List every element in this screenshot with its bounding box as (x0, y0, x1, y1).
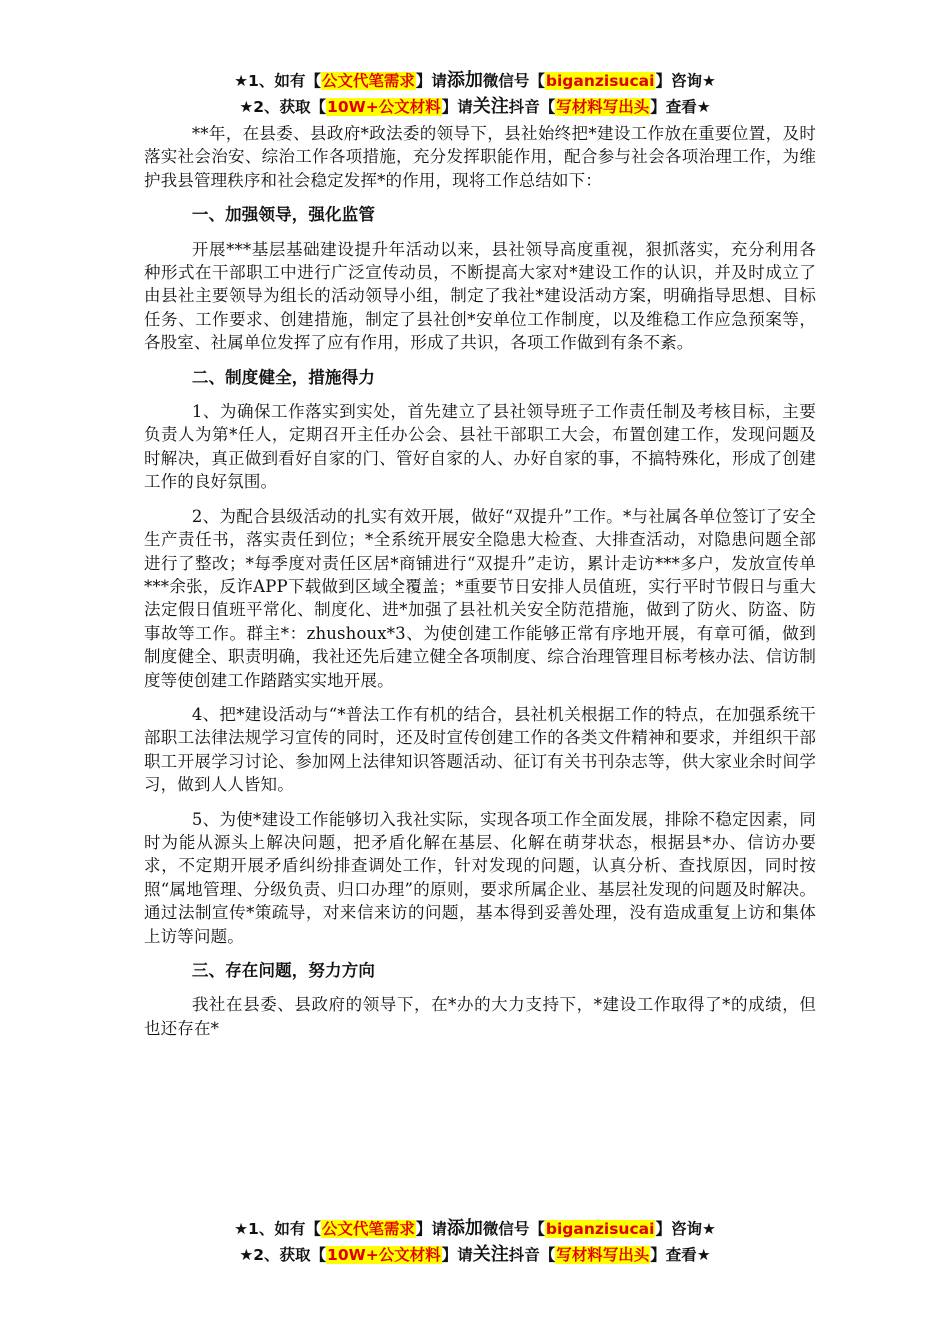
banner-text: 】请 (415, 1220, 447, 1238)
banner-line-2 (0, 1244, 950, 1270)
banner-line-1 (0, 1218, 950, 1244)
banner-text: ★2、获取【 (239, 98, 327, 116)
paragraph: 4、把*建设活动与“*普法工作有机的结合，县社机关根据工作的特点，在加强系统干部职工法律法规学习宣传的同时，还及时宣传创建工作的各类文件精神和要求，并组织干部职工开展学习讨论、参加网上法律知识答题活动、征订有关书刊杂志等，供大家业余时间学习，做到人人皆知。 (144, 704, 816, 795)
header-banner (0, 70, 950, 122)
banner-text: 添加 (446, 70, 483, 91)
banner-text: 】请 (441, 98, 473, 116)
paragraph: 1、为确保工作落实到实处，首先建立了县社领导班子工作责任制及考核目标，主要负责人为第*任人，定期召开主任办公会、县社干部职工大会，布置创建工作，发现问题及时解决，真正做到看好自家的门、管好自家的人、办好自家的事，不搞特殊化，形成了创建工作的良好氛围。 (144, 402, 816, 492)
banner-text: 】请 (441, 1246, 473, 1264)
paragraph: 开展***基层基础建设提升年活动以来，县社领导高度重视，狠抓落实，充分利用各种形式在干部职工中进行广泛宣传动员，不断提高大家对*建设工作的认识，并及时成立了由县社主要领导为组长的活动领导小组，制定了我社*建设活动方案，明确指导思想、目标任务、工作要求、创建措施，制定了县社创*安单位工作制度，以及维稳工作应急预案等，各股室、社属单位发挥了应有作用，形成了共识，各项工作做到有条不紊。 (144, 239, 816, 353)
banner-text: ★1、如有【 (234, 1220, 321, 1238)
banner-text: 抖音【 (508, 98, 556, 116)
banner-highlight: biganzisucai (545, 1220, 655, 1238)
banner-text: ★2、获取【 (239, 1246, 327, 1264)
banner-text: 添加 (446, 1218, 483, 1239)
document-body (144, 122, 816, 1051)
paragraph: 我社在县委、县政府的领导下，在*办的大力支持下，*建设工作取得了*的成绩，但也还存在* (144, 995, 816, 1038)
banner-highlight: biganzisucai (545, 72, 655, 90)
banner-highlight: 10W+公文材料 (327, 1246, 441, 1264)
banner-text: 关注 (472, 96, 509, 117)
paragraph: 5、为使*建设工作能够切入我社实际，实现各项工作全面发展，排除不稳定因素，同时为能从源头上解决问题，把矛盾化解在基层、化解在萌芽状态，根据县*办、信访办要求，不定期开展矛盾纠纷排查调处工作，针对发现的问题，认真分析、查找原因，同时按照“属地管理、分级负责、归口办理”的原则，要求所属企业、基层社发现的问题及时解决。通过法制宣传*策疏导，对来信来访的问题，基本得到妥善处理，没有造成重复上访和集体上访等问题。 (144, 809, 816, 946)
banner-highlight: 公文代笔需求 (321, 1220, 415, 1238)
banner-line-1 (0, 70, 950, 96)
section-heading-2: 二、制度健全，措施得力 (191, 367, 375, 387)
banner-text: 】请 (415, 72, 447, 90)
footer-banner (0, 1218, 950, 1270)
paragraph: 2、为配合县级活动的扎实有效开展，做好“双提升”工作。*与社属各单位签订了安全生产责任书，落实责任到位；*全系统开展安全隐患大检查、大排查活动，对隐患问题全部进行了整改；*每季度对责任区居*商铺进行“双提升”走访，累计走访***多户，发放宣传单***余张，反诈APP下载做到区域全覆盖；*重要节日安排人员值班，实行平时节假日与重大法定假日值班平常化、制度化、进*加强了县社机关安全防范措施，做到了防火、防盗、防事故等工作。群主*：zhushoux*3、为使创建工作能够正常有序地开展，有章可循，做到制度健全、职责明确，我社还先后建立健全各项制度、综合治理管理目标考核办法、信访制度等使创建工作踏踏实实地开展。 (144, 506, 816, 690)
banner-text: 微信号【 (482, 72, 545, 90)
banner-text: 微信号【 (482, 1220, 545, 1238)
banner-text: ★1、如有【 (234, 72, 321, 90)
banner-highlight: 公文代笔需求 (321, 72, 415, 90)
section-heading-3: 三、存在问题，努力方向 (191, 961, 375, 980)
banner-highlight: 写材料写出头 (556, 1246, 650, 1264)
banner-text: 】查看★ (650, 1246, 711, 1264)
banner-text: 关注 (472, 1244, 509, 1265)
section-heading-1: 一、加强领导，强化监管 (191, 205, 375, 225)
banner-highlight: 10W+公文材料 (327, 98, 441, 116)
banner-text: 抖音【 (508, 1246, 556, 1264)
banner-text: 】查看★ (650, 98, 711, 116)
banner-text: 】咨询★ (655, 72, 716, 90)
banner-line-2 (0, 96, 950, 122)
intro-paragraph: **年，在县委、县政府*政法委的领导下，县社始终把*建设工作放在重要位置，及时落实社会治安、综治工作各项措施，充分发挥职能作用，配合参与社会各项治理工作，为维护我县管理秩序和社会稳定发挥*的作用，现将工作总结如下： (144, 124, 816, 190)
banner-highlight: 写材料写出头 (556, 98, 650, 116)
banner-text: 】咨询★ (655, 1220, 716, 1238)
